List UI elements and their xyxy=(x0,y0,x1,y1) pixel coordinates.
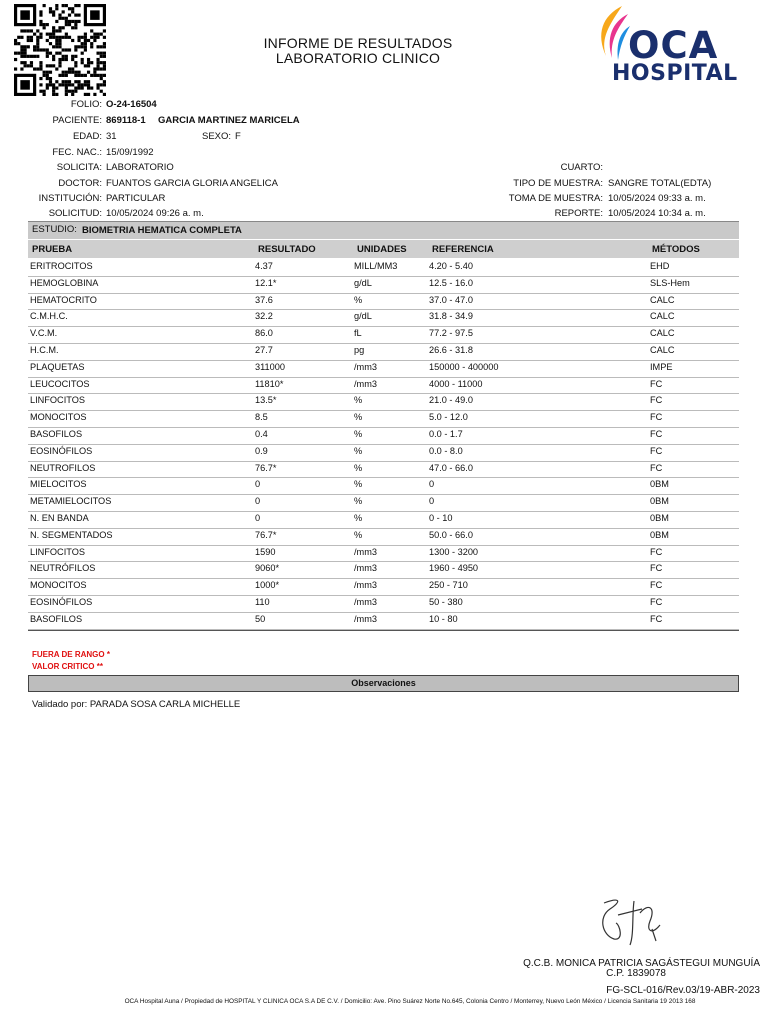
table-row xyxy=(28,561,739,579)
cell-resultado: 11810* xyxy=(255,378,284,389)
table-row xyxy=(28,276,739,294)
cell-prueba: V.C.M. xyxy=(30,328,58,339)
cell-resultado: 0 xyxy=(255,479,261,490)
institucion-label: INSTITUCIÓN: xyxy=(38,193,102,204)
cell-unidades: % xyxy=(354,395,363,406)
table-row xyxy=(28,595,739,613)
estudio-label: ESTUDIO: xyxy=(32,224,77,235)
cell-referencia: 31.8 - 34.9 xyxy=(429,311,473,322)
cell-metodo: CALC xyxy=(650,311,675,322)
cell-referencia: 37.0 - 47.0 xyxy=(429,294,473,305)
cell-referencia: 50 - 380 xyxy=(429,597,463,607)
cell-metodo: EHD xyxy=(650,261,670,271)
signer-name: Q.C.B. MONICA PATRICIA SAGÁSTEGUI MUNGUÍA xyxy=(523,958,760,969)
cell-metodo: FC xyxy=(650,462,663,473)
flame-icon xyxy=(592,4,632,64)
cell-prueba: BASOFILOS xyxy=(30,429,83,439)
cell-metodo: FC xyxy=(650,395,663,406)
cell-prueba: MIELOCITOS xyxy=(30,479,87,490)
cell-resultado: 86.0 xyxy=(255,328,273,339)
fecnac-label: FEC. NAC.: xyxy=(52,147,102,158)
reporte-value: 10/05/2024 10:34 a. m. xyxy=(608,208,706,219)
cell-referencia: 1960 - 4950 xyxy=(429,563,479,574)
cell-resultado: 13.5* xyxy=(255,395,277,406)
table-row xyxy=(28,444,739,462)
cell-metodo: SLS-Hem xyxy=(650,277,690,288)
cell-metodo: FC xyxy=(650,580,663,591)
logo-oca-text: OCA xyxy=(628,24,719,67)
observaciones-bar: Observaciones xyxy=(28,675,739,692)
cell-resultado: 37.6 xyxy=(255,294,273,305)
folio-value: O-24-16504 xyxy=(106,99,157,110)
cell-metodo: FC xyxy=(650,597,663,607)
cell-unidades: /mm3 xyxy=(354,580,377,591)
cell-prueba: NEUTRÓFILOS xyxy=(30,563,96,574)
cell-unidades: % xyxy=(354,513,363,523)
cell-prueba: N. EN BANDA xyxy=(30,513,89,523)
title-line-2: LABORATORIO CLINICO xyxy=(275,50,441,66)
cell-resultado: 0.4 xyxy=(255,429,268,439)
table-row xyxy=(28,494,739,512)
solicitud-label: SOLICITUD: xyxy=(48,208,102,219)
table-row xyxy=(28,377,739,395)
solicitud-value: 10/05/2024 09:26 a. m. xyxy=(106,208,204,219)
cell-referencia: 77.2 - 97.5 xyxy=(429,328,473,339)
toma-muestra-label: TOMA DE MUESTRA: xyxy=(508,193,603,204)
cell-unidades: % xyxy=(354,496,363,507)
cell-prueba: EOSINÓFILOS xyxy=(30,597,93,607)
cell-metodo: FC xyxy=(650,445,663,456)
cell-metodo: FC xyxy=(650,613,663,624)
cell-metodo: 0BM xyxy=(650,529,669,540)
edad-label: EDAD: xyxy=(72,131,102,142)
table-end-rule xyxy=(28,630,739,631)
validado-por: Validado por: PARADA SOSA CARLA MICHELLE xyxy=(32,699,241,710)
cell-resultado: 1590 xyxy=(255,546,276,557)
col-resultado: RESULTADO xyxy=(258,244,316,255)
oca-hospital-logo xyxy=(590,4,740,86)
cell-resultado: 76.7* xyxy=(255,462,277,473)
table-row xyxy=(28,427,739,445)
cell-prueba: LINFOCITOS xyxy=(30,395,85,406)
table-row xyxy=(28,343,739,361)
sexo-label: SEXO: xyxy=(202,131,232,142)
col-referencia: REFERENCIA xyxy=(432,244,494,255)
cell-unidades: g/dL xyxy=(354,311,372,322)
cell-resultado: 12.1* xyxy=(255,277,277,288)
cell-resultado: 0 xyxy=(255,513,261,523)
table-row xyxy=(28,545,739,563)
fecnac-value: 15/09/1992 xyxy=(106,147,154,158)
cell-referencia: 12.5 - 16.0 xyxy=(429,277,473,288)
paciente-id: 869118-1 xyxy=(106,115,146,126)
cell-referencia: 4.20 - 5.40 xyxy=(429,261,473,271)
cell-unidades: % xyxy=(354,294,363,305)
form-code: FG-SCL-016/Rev.03/19-ABR-2023 xyxy=(606,985,760,996)
cell-resultado: 32.2 xyxy=(255,311,273,322)
cell-unidades: % xyxy=(354,429,363,439)
table-row xyxy=(28,461,739,479)
cell-unidades: /mm3 xyxy=(354,546,377,557)
table-row xyxy=(28,477,739,495)
cell-referencia: 0 xyxy=(429,479,435,490)
cell-metodo: CALC xyxy=(650,328,675,339)
cell-referencia: 26.6 - 31.8 xyxy=(429,345,473,355)
cell-referencia: 0.0 - 1.7 xyxy=(429,429,463,439)
table-row xyxy=(28,410,739,428)
logo-hospital-text: HOSPITAL xyxy=(612,61,738,86)
cell-metodo: FC xyxy=(650,412,663,423)
cell-referencia: 4000 - 11000 xyxy=(429,378,483,389)
table-row xyxy=(28,393,739,411)
folio-label: FOLIO: xyxy=(70,99,102,110)
cell-referencia: 0 xyxy=(429,496,435,507)
paciente-name: GARCIA MARTINEZ MARICELA xyxy=(158,115,300,126)
cell-prueba: ERITROCITOS xyxy=(30,261,93,271)
table-row xyxy=(28,309,739,327)
cell-referencia: 0.0 - 8.0 xyxy=(429,445,463,456)
cell-prueba: NEUTROFILOS xyxy=(30,462,96,473)
cell-unidades: pg xyxy=(354,345,365,355)
valor-critico-legend: VALOR CRITICO ** xyxy=(32,662,103,671)
col-prueba: PRUEBA xyxy=(32,244,73,255)
cell-unidades: /mm3 xyxy=(354,361,377,372)
table-row xyxy=(28,578,739,596)
footer-text: OCA Hospital Auna / Propiedad de HOSPITAL Y CLINICA OCA S.A DE C.V. / Domicilio: Ave. Pino Suárez Norte No.645, Colonia Centro / Monterrey, Nuevo León México / Licencia Sanitaria 19 2013 168 xyxy=(124,998,696,1005)
cell-unidades: % xyxy=(354,479,363,490)
table-row xyxy=(28,259,739,277)
cuarto-label: CUARTO: xyxy=(560,162,603,173)
cell-prueba: N. SEGMENTADOS xyxy=(30,529,113,540)
cell-prueba: LEUCOCITOS xyxy=(30,378,90,389)
paciente-label: PACIENTE: xyxy=(52,115,102,126)
cell-prueba: EOSINÓFILOS xyxy=(30,445,93,456)
signer-block xyxy=(523,959,760,996)
handwritten-signature xyxy=(590,895,690,951)
cell-resultado: 311000 xyxy=(255,361,285,372)
cell-prueba: MONOCITOS xyxy=(30,580,87,591)
cell-unidades: % xyxy=(354,462,363,473)
cell-unidades: g/dL xyxy=(354,277,372,288)
table-row xyxy=(28,293,739,311)
cell-referencia: 5.0 - 12.0 xyxy=(429,412,468,423)
results-table-header xyxy=(28,240,739,258)
cell-prueba: HEMATOCRITO xyxy=(30,294,97,305)
table-row xyxy=(28,326,739,344)
cell-metodo: FC xyxy=(650,546,663,557)
cell-prueba: PLAQUETAS xyxy=(30,361,85,372)
cell-metodo: IMPE xyxy=(650,361,673,372)
cell-referencia: 47.0 - 66.0 xyxy=(429,462,473,473)
cell-metodo: CALC xyxy=(650,345,675,355)
signer-cp: C.P. 1839078 xyxy=(606,968,666,979)
title-line-1: INFORME DE RESULTADOS xyxy=(263,35,453,51)
cell-resultado: 76.7* xyxy=(255,529,277,540)
cell-unidades: /mm3 xyxy=(354,378,377,389)
cell-unidades: fL xyxy=(354,328,362,339)
cell-resultado: 8.5 xyxy=(255,412,268,423)
cell-referencia: 21.0 - 49.0 xyxy=(429,395,473,406)
cell-resultado: 1000* xyxy=(255,580,280,591)
institucion-value: PARTICULAR xyxy=(106,193,166,204)
cell-resultado: 27.7 xyxy=(255,345,273,355)
cell-referencia: 250 - 710 xyxy=(429,580,468,591)
cell-metodo: FC xyxy=(650,429,663,439)
cell-metodo: 0BM xyxy=(650,479,669,490)
solicita-label: SOLICITA: xyxy=(56,162,102,173)
cell-prueba: BASOFILOS xyxy=(30,613,83,624)
table-row xyxy=(28,360,739,378)
cell-unidades: % xyxy=(354,412,363,423)
cell-unidades: /mm3 xyxy=(354,563,377,574)
cell-unidades: /mm3 xyxy=(354,613,377,624)
cell-metodo: CALC xyxy=(650,294,675,305)
table-row xyxy=(28,511,739,529)
fuera-de-rango-legend: FUERA DE RANGO * xyxy=(32,650,110,659)
cell-metodo: 0BM xyxy=(650,513,669,523)
doctor-value: FUANTOS GARCIA GLORIA ANGELICA xyxy=(106,178,278,189)
cell-unidades: /mm3 xyxy=(354,597,377,607)
solicita-value: LABORATORIO xyxy=(106,162,174,173)
cell-prueba: MONOCITOS xyxy=(30,412,87,423)
cell-prueba: LINFOCITOS xyxy=(30,546,85,557)
table-row xyxy=(28,612,739,630)
cell-metodo: 0BM xyxy=(650,496,669,507)
cell-referencia: 150000 - 400000 xyxy=(429,361,499,372)
cell-resultado: 0.9 xyxy=(255,445,268,456)
cell-prueba: HEMOGLOBINA xyxy=(30,277,99,288)
col-metodos: MÉTODOS xyxy=(652,244,700,255)
toma-muestra-value: 10/05/2024 09:33 a. m. xyxy=(608,193,706,204)
reporte-label: REPORTE: xyxy=(554,208,603,219)
edad-value: 31 xyxy=(106,131,117,142)
cell-unidades: % xyxy=(354,445,363,456)
tipo-muestra-label: TIPO DE MUESTRA: xyxy=(513,178,603,189)
cell-metodo: FC xyxy=(650,378,663,389)
cell-referencia: 0 - 10 xyxy=(429,513,453,523)
cell-prueba: H.C.M. xyxy=(30,345,59,355)
cell-metodo: FC xyxy=(650,563,663,574)
cell-unidades: MILL/MM3 xyxy=(354,261,398,271)
cell-resultado: 110 xyxy=(255,597,270,607)
tipo-muestra-value: SANGRE TOTAL(EDTA) xyxy=(608,178,712,189)
cell-resultado: 9060* xyxy=(255,563,280,574)
cell-referencia: 50.0 - 66.0 xyxy=(429,529,473,540)
table-row xyxy=(28,528,739,546)
sexo-value: F xyxy=(235,131,241,142)
cell-resultado: 50 xyxy=(255,613,266,624)
cell-resultado: 0 xyxy=(255,496,261,507)
doctor-label: DOCTOR: xyxy=(58,178,102,189)
cell-referencia: 1300 - 3200 xyxy=(429,546,479,557)
cell-prueba: METAMIELOCITOS xyxy=(30,496,112,507)
estudio-value: BIOMETRIA HEMATICA COMPLETA xyxy=(82,225,242,236)
col-unidades: UNIDADES xyxy=(357,244,407,255)
cell-referencia: 10 - 80 xyxy=(429,613,458,624)
cell-prueba: C.M.H.C. xyxy=(30,311,68,322)
cell-unidades: % xyxy=(354,529,363,540)
estudio-bar xyxy=(28,221,739,239)
cell-resultado: 4.37 xyxy=(255,261,273,271)
